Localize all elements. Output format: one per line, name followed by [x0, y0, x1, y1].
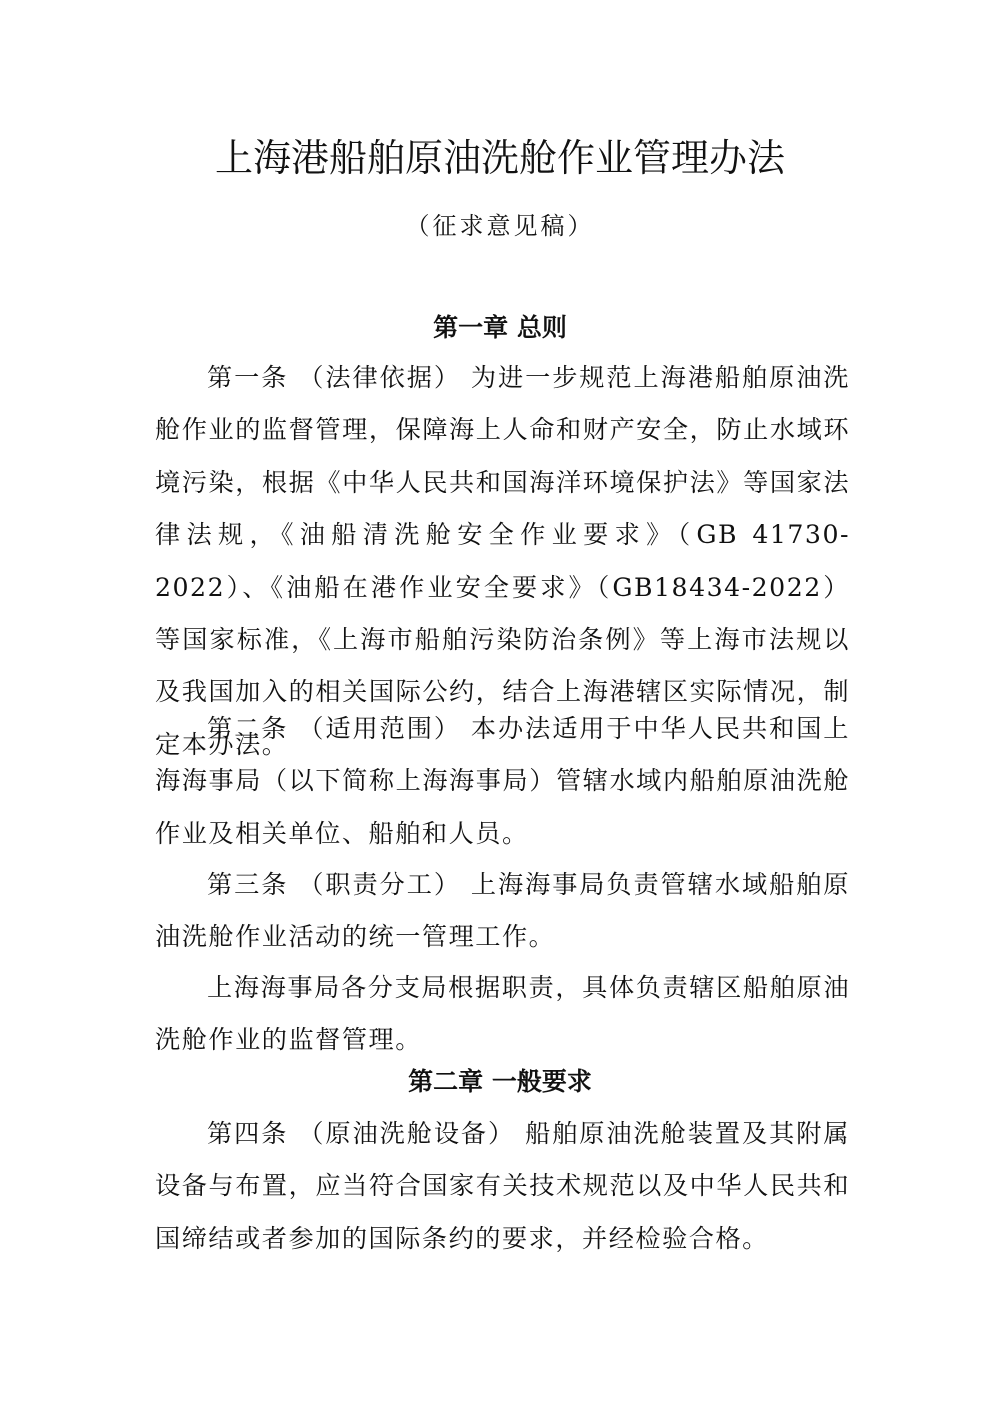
- article-paragraph: 第三条 （职责分工） 上海海事局负责管辖水域船舶原油洗舱作业活动的统一管理工作。: [155, 870, 850, 952]
- article-paragraph: 第四条 （原油洗舱设备） 船舶原油洗舱装置及其附属设备与布置，应当符合国家有关技术规范以及中华人民共和国缔结或者参加的国际条约的要求，并经检验合格。: [155, 1119, 850, 1253]
- document-title: 上海港船舶原油洗舱作业管理办法: [214, 136, 785, 180]
- chapter-heading: 第一章 总则: [433, 313, 567, 342]
- chapter-heading: 第二章 一般要求: [408, 1067, 592, 1096]
- document-subtitle: （征求意见稿）: [405, 212, 595, 240]
- article-paragraph: 上海海事局各分支局根据职责，具体负责辖区船舶原油洗舱作业的监督管理。: [155, 973, 850, 1055]
- article-paragraph: 第一条 （法律依据） 为进一步规范上海港船舶原油洗舱作业的监督管理，保障海上人命和财产安全，防止水域环境污染，根据《中华人民共和国海洋环境保护法》等国家法律法规，《油船清洗舱安全作业要求》（GB 41730-2022）、《油船在港作业安全要求》（GB18434-2022）等国家标准，《上海市船舶污染防治条例》等上海市法规以及我国加入的相关国际公约，结合上海港辖区实际情况，制定本办法。: [155, 363, 850, 759]
- article-paragraph: 第二条 （适用范围） 本办法适用于中华人民共和国上海海事局（以下简称上海海事局）管辖水域内船舶原油洗舱作业及相关单位、船舶和人员。: [155, 714, 850, 848]
